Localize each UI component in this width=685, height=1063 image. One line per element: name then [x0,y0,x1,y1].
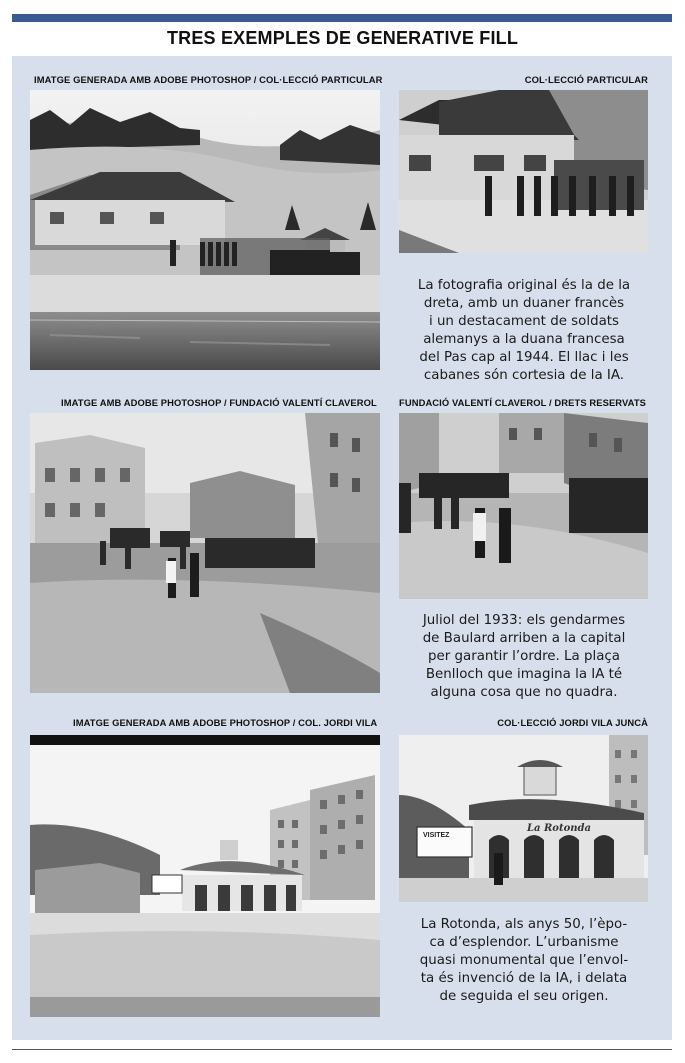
caption-line: alemanys a la duana francesa [423,332,625,347]
photo-credit-1-right: COL·LECCIÓ PARTICULAR [524,74,648,85]
photo-generated-lake-customs [30,90,380,370]
rotonda-sign-text: La Rotonda [527,823,592,834]
photo-credit-3-left: IMATGE GENERADA AMB ADOBE PHOTOSHOP / COL. JORDI VILA [73,717,378,728]
photo-caption-3 [404,916,644,1006]
caption-line: La Rotonda, als anys 50, l’èpo- [420,917,628,932]
caption-line: dreta, amb un duaner francès [423,296,625,311]
page-title: TRES EXEMPLES DE GENERATIVE FILL [166,28,519,48]
caption-line: per garantir l’ordre. La plaça [428,649,620,664]
caption-line: Juliol del 1933: els gendarmes [422,613,626,628]
caption-line: de Baulard arriben a la capital [422,631,626,646]
caption-line: ta és invenció de la IA, i delata [420,971,628,986]
caption-line: cabanes són cortesia de la IA. [423,368,625,383]
caption-line: i un destacament de soldats [428,314,620,329]
caption-line: quasi monumental que l’envol- [419,953,629,968]
photo-credit-2-right: FUNDACIÓ VALENTÍ CLAVEROL / DRETS RESERVATS [399,397,647,408]
photo-caption-2 [404,612,644,702]
photo-credit-2-left: IMATGE AMB ADOBE PHOTOSHOP / FUNDACIÓ VALENTÍ CLAVEROL [61,397,377,408]
caption-line: del Pas cap al 1944. El llac i les [419,350,629,365]
caption-line: ca d’esplendor. L’urbanisme [429,935,619,950]
caption-line: La fotografia original és la de la [417,278,631,293]
photo-original-gendarmes-1933 [399,413,648,599]
photo-credit-3-right: COL·LECCIÓ JORDI VILA JUNCÀ [497,717,648,728]
visitez-sign-text: VISITEZ [423,832,450,839]
caption-line: de seguida el seu origen. [439,989,609,1004]
header-accent-bar [12,14,672,22]
caption-line: alguna cosa que no quadra. [430,685,618,700]
photo-credit-1-left: IMATGE GENERADA AMB ADOBE PHOTOSHOP / COL·LECCIÓ PARTICULAR [34,74,383,85]
bottom-divider [12,1049,672,1050]
photo-original-rotonda-1950s [399,735,648,902]
photo-generated-square-1933 [30,413,380,693]
photo-generated-rotonda [30,735,380,1017]
photo-original-customs-1944 [399,90,648,253]
caption-line: Benlloch que imagina la IA té [425,667,623,682]
photo-caption-1 [404,277,644,385]
